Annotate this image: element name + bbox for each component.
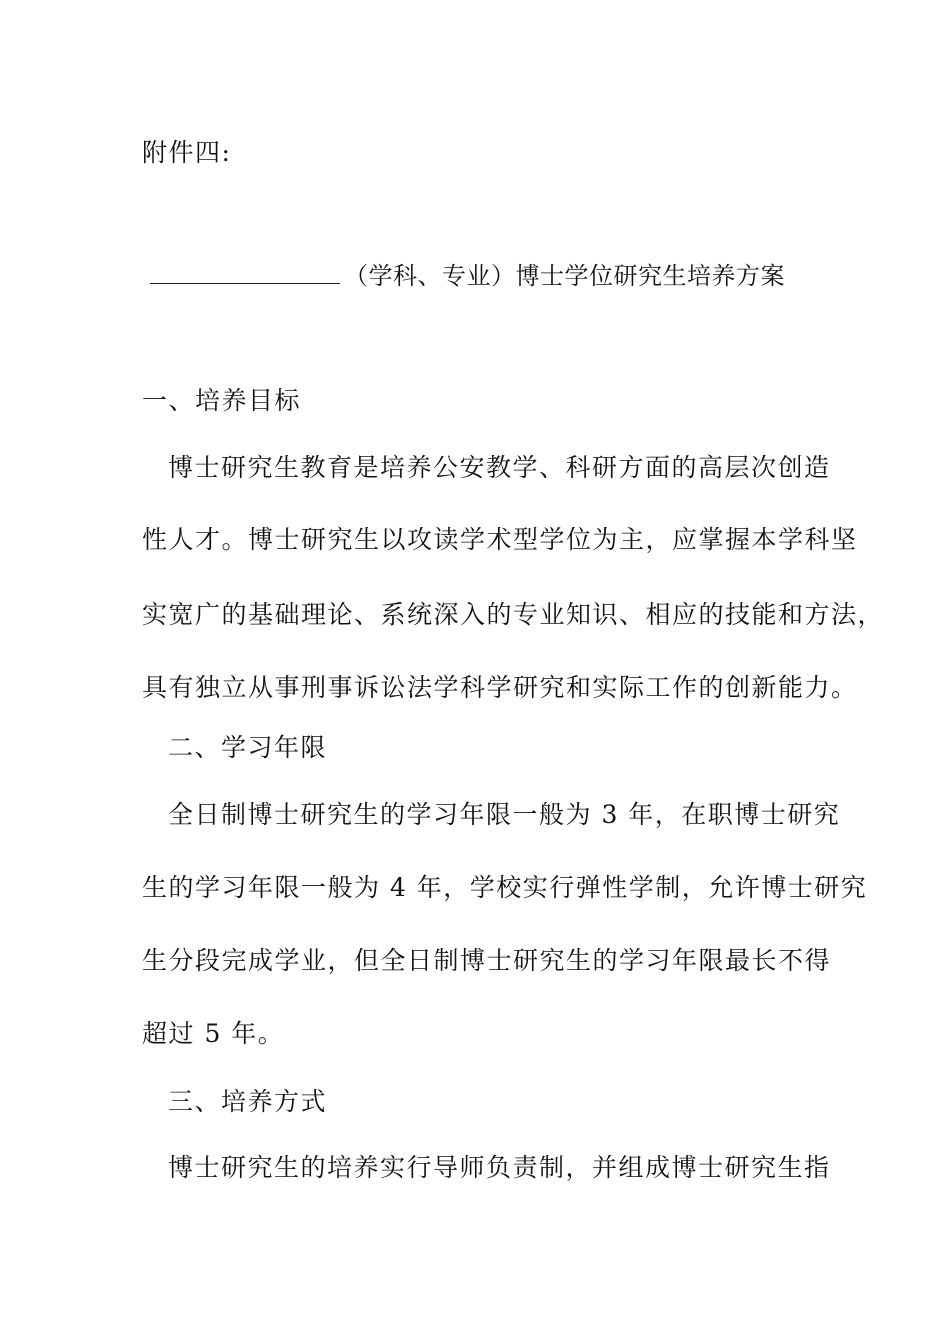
section-heading-3: 三、培养方式 [168, 1087, 328, 1116]
attachment-label: 附件四: [142, 138, 232, 167]
section-2-line-1: 全日制博士研究生的学习年限一般为 3 年，在职博士研究 [168, 800, 841, 829]
title-blank-underline [150, 263, 340, 284]
section-1-line-3: 实宽广的基础理论、系统深入的专业知识、相应的技能和方法， [142, 600, 885, 629]
title-text: （学科、专业）博士学位研究生培养方案 [344, 262, 785, 290]
section-1-line-4: 具有独立从事刑事诉讼法学科学研究和实际工作的创新能力。 [142, 673, 858, 702]
section-2-line-2: 生的学习年限一般为 4 年，学校实行弹性学制，允许博士研究 [142, 873, 868, 902]
section-2-line-3: 生分段完成学业，但全日制博士研究生的学习年限最长不得 [142, 946, 832, 975]
section-1-line-2: 性人才。博士研究生以攻读学术型学位为主，应掌握本学科坚 [142, 525, 858, 554]
section-3-line-1: 博士研究生的培养实行导师负责制，并组成博士研究生指 [168, 1153, 831, 1182]
section-1-line-1: 博士研究生教育是培养公安教学、科研方面的高层次创造 [168, 453, 831, 482]
page-title [150, 258, 785, 294]
section-heading-2: 二、学习年限 [168, 733, 328, 762]
section-heading-1: 一、培养目标 [142, 386, 302, 415]
section-2-line-4: 超过 5 年。 [142, 1019, 285, 1048]
